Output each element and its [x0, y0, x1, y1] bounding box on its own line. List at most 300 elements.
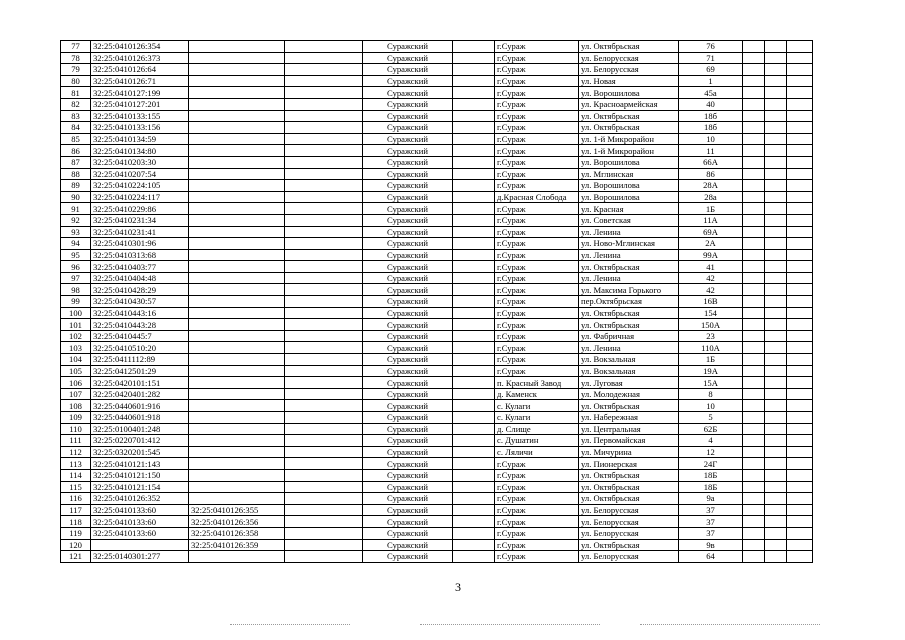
- table-cell: г.Сураж: [495, 481, 579, 493]
- table-cell: [453, 145, 495, 157]
- table-cell: [743, 226, 765, 238]
- table-cell: г.Сураж: [495, 75, 579, 87]
- table-cell: [765, 87, 787, 99]
- table-cell: [285, 342, 363, 354]
- table-cell: [285, 238, 363, 250]
- table-cell: [285, 52, 363, 64]
- table-cell: ул. Октябрьская: [579, 261, 679, 273]
- table-row: [61, 330, 813, 342]
- table-cell: [787, 133, 813, 145]
- table-cell: [285, 98, 363, 110]
- table-cell: [765, 365, 787, 377]
- table-cell: [453, 539, 495, 551]
- table-body: [61, 41, 813, 563]
- table-cell: ул. 1-й Микрорайон: [579, 145, 679, 157]
- table-row: [61, 458, 813, 470]
- table-cell: 110А: [679, 342, 743, 354]
- table-cell: [285, 539, 363, 551]
- table-cell: ул. Октябрьская: [579, 481, 679, 493]
- table-cell: [189, 98, 285, 110]
- table-row: [61, 319, 813, 331]
- table-cell: Суражский: [363, 504, 453, 516]
- table-cell: Суражский: [363, 156, 453, 168]
- table-cell: г.Сураж: [495, 110, 579, 122]
- table-cell: 64: [679, 551, 743, 563]
- table-cell: ул. Ленина: [579, 272, 679, 284]
- table-row: [61, 226, 813, 238]
- table-cell: 107: [61, 388, 91, 400]
- table-cell: 84: [61, 122, 91, 134]
- table-cell: 102: [61, 330, 91, 342]
- table-cell: [285, 75, 363, 87]
- table-cell: [453, 551, 495, 563]
- table-cell: с. Кулаги: [495, 412, 579, 424]
- scan-noise-line: [420, 624, 600, 626]
- table-cell: [189, 156, 285, 168]
- table-cell: [453, 330, 495, 342]
- table-cell: [765, 180, 787, 192]
- table-cell: [787, 330, 813, 342]
- table-cell: [189, 203, 285, 215]
- table-row: [61, 539, 813, 551]
- table-cell: г.Сураж: [495, 145, 579, 157]
- table-cell: г.Сураж: [495, 226, 579, 238]
- table-row: [61, 446, 813, 458]
- table-cell: г.Сураж: [495, 319, 579, 331]
- table-cell: [453, 516, 495, 528]
- table-cell: [743, 261, 765, 273]
- table-cell: [787, 122, 813, 134]
- table-cell: 42: [679, 284, 743, 296]
- table-cell: ул. Белорусская: [579, 516, 679, 528]
- table-cell: [765, 75, 787, 87]
- table-cell: [765, 446, 787, 458]
- table-cell: [765, 551, 787, 563]
- table-cell: 41: [679, 261, 743, 273]
- table-cell: [787, 41, 813, 53]
- table-cell: 32:25:0410127:199: [91, 87, 189, 99]
- table-cell: [743, 307, 765, 319]
- table-cell: г.Сураж: [495, 122, 579, 134]
- table-cell: 86: [679, 168, 743, 180]
- table-cell: ул. Красноармейская: [579, 98, 679, 110]
- table-cell: [765, 133, 787, 145]
- table-cell: ул. Белорусская: [579, 551, 679, 563]
- table-cell: 32:25:0410134:80: [91, 145, 189, 157]
- table-cell: Суражский: [363, 435, 453, 447]
- table-cell: 32:25:0100401:248: [91, 423, 189, 435]
- table-cell: [765, 296, 787, 308]
- table-cell: ул. Октябрьская: [579, 319, 679, 331]
- table-cell: [189, 296, 285, 308]
- table-cell: [743, 388, 765, 400]
- table-cell: [787, 156, 813, 168]
- table-row: [61, 481, 813, 493]
- table-cell: [285, 122, 363, 134]
- table-cell: 91: [61, 203, 91, 215]
- table-cell: Суражский: [363, 191, 453, 203]
- table-cell: 94: [61, 238, 91, 250]
- table-cell: [765, 504, 787, 516]
- table-cell: 32:25:0410126:373: [91, 52, 189, 64]
- table-row: [61, 168, 813, 180]
- table-cell: г.Сураж: [495, 203, 579, 215]
- table-cell: [743, 551, 765, 563]
- table-cell: г.Сураж: [495, 52, 579, 64]
- table-cell: [787, 423, 813, 435]
- table-cell: [285, 354, 363, 366]
- table-cell: 90: [61, 191, 91, 203]
- table-cell: ул. Октябрьская: [579, 493, 679, 505]
- table-cell: [189, 330, 285, 342]
- table-cell: [787, 400, 813, 412]
- table-cell: 100: [61, 307, 91, 319]
- table-cell: 99: [61, 296, 91, 308]
- table-cell: [787, 319, 813, 331]
- table-cell: [787, 527, 813, 539]
- table-cell: 88: [61, 168, 91, 180]
- table-cell: [285, 446, 363, 458]
- table-cell: [453, 354, 495, 366]
- table-cell: [765, 168, 787, 180]
- table-cell: [189, 145, 285, 157]
- table-cell: ул. Октябрьская: [579, 400, 679, 412]
- table-cell: 8: [679, 388, 743, 400]
- table-cell: [787, 412, 813, 424]
- table-cell: [765, 156, 787, 168]
- table-cell: [743, 249, 765, 261]
- table-row: [61, 388, 813, 400]
- table-cell: г.Сураж: [495, 64, 579, 76]
- table-cell: [453, 191, 495, 203]
- table-cell: 32:25:0410443:16: [91, 307, 189, 319]
- table-cell: [453, 307, 495, 319]
- table-cell: Суражский: [363, 64, 453, 76]
- table-cell: Суражский: [363, 388, 453, 400]
- table-cell: [743, 145, 765, 157]
- table-cell: 32:25:0410121:143: [91, 458, 189, 470]
- table-cell: 1: [679, 75, 743, 87]
- table-cell: 32:25:0420401:282: [91, 388, 189, 400]
- table-cell: с. Кулаги: [495, 400, 579, 412]
- table-cell: [453, 296, 495, 308]
- table-cell: [743, 180, 765, 192]
- table-cell: г.Сураж: [495, 238, 579, 250]
- table-cell: [285, 180, 363, 192]
- table-cell: Суражский: [363, 423, 453, 435]
- table-cell: 32:25:0410126:71: [91, 75, 189, 87]
- table-row: [61, 156, 813, 168]
- table-cell: г.Сураж: [495, 168, 579, 180]
- table-cell: г.Сураж: [495, 458, 579, 470]
- table-cell: [765, 307, 787, 319]
- table-cell: 32:25:0320201:545: [91, 446, 189, 458]
- table-cell: 62Б: [679, 423, 743, 435]
- table-cell: 32:25:0140301:277: [91, 551, 189, 563]
- table-cell: [765, 388, 787, 400]
- table-cell: 108: [61, 400, 91, 412]
- table-cell: [765, 481, 787, 493]
- table-cell: 69А: [679, 226, 743, 238]
- table-cell: [189, 64, 285, 76]
- table-cell: [765, 516, 787, 528]
- table-cell: [285, 504, 363, 516]
- table-cell: [189, 551, 285, 563]
- table-cell: [765, 64, 787, 76]
- table-cell: [765, 342, 787, 354]
- table-cell: 113: [61, 458, 91, 470]
- table-cell: 32:25:0410203:30: [91, 156, 189, 168]
- table-cell: [787, 388, 813, 400]
- table-cell: [285, 435, 363, 447]
- table-cell: [91, 539, 189, 551]
- table-cell: [787, 446, 813, 458]
- table-cell: Суражский: [363, 377, 453, 389]
- table-row: [61, 75, 813, 87]
- table-cell: 105: [61, 365, 91, 377]
- table-cell: [765, 110, 787, 122]
- table-cell: г.Сураж: [495, 551, 579, 563]
- table-cell: [189, 423, 285, 435]
- table-cell: [765, 527, 787, 539]
- table-cell: 32:25:0410428:29: [91, 284, 189, 296]
- table-cell: 32:25:0410126:354: [91, 41, 189, 53]
- table-cell: 80: [61, 75, 91, 87]
- table-cell: г.Сураж: [495, 493, 579, 505]
- table-cell: [743, 319, 765, 331]
- table-cell: 37: [679, 516, 743, 528]
- table-cell: [765, 412, 787, 424]
- table-cell: [189, 388, 285, 400]
- table-cell: 109: [61, 412, 91, 424]
- table-cell: Суражский: [363, 180, 453, 192]
- table-cell: г.Сураж: [495, 330, 579, 342]
- table-cell: [285, 469, 363, 481]
- table-cell: 32:25:0410134:59: [91, 133, 189, 145]
- table-cell: [787, 493, 813, 505]
- table-cell: [453, 168, 495, 180]
- table-cell: [743, 98, 765, 110]
- table-cell: [453, 203, 495, 215]
- table-cell: 86: [61, 145, 91, 157]
- table-cell: [787, 272, 813, 284]
- table-cell: 32:25:0440601:918: [91, 412, 189, 424]
- table-cell: 32:25:0411112:89: [91, 354, 189, 366]
- table-cell: ул. Мглинская: [579, 168, 679, 180]
- table-row: [61, 64, 813, 76]
- table-cell: [453, 52, 495, 64]
- table-cell: 78: [61, 52, 91, 64]
- table-cell: ул. Октябрьская: [579, 122, 679, 134]
- table-cell: [743, 516, 765, 528]
- table-cell: 76: [679, 41, 743, 53]
- table-cell: 77: [61, 41, 91, 53]
- table-cell: [765, 423, 787, 435]
- table-cell: [765, 469, 787, 481]
- table-cell: ул. 1-й Микрорайон: [579, 133, 679, 145]
- table-cell: [765, 249, 787, 261]
- table-cell: [743, 191, 765, 203]
- table-cell: [787, 145, 813, 157]
- table-cell: 154: [679, 307, 743, 319]
- table-cell: [787, 226, 813, 238]
- table-cell: ул. Мичурина: [579, 446, 679, 458]
- table-cell: 28а: [679, 191, 743, 203]
- table-cell: ул. Набережная: [579, 412, 679, 424]
- table-cell: [787, 168, 813, 180]
- table-cell: ул. Ворошилова: [579, 156, 679, 168]
- table-cell: [285, 87, 363, 99]
- table-cell: [453, 41, 495, 53]
- table-cell: Суражский: [363, 469, 453, 481]
- table-row: [61, 527, 813, 539]
- table-cell: [453, 272, 495, 284]
- table-cell: 18Б: [679, 481, 743, 493]
- table-cell: 32:25:0410510:20: [91, 342, 189, 354]
- table-cell: [453, 156, 495, 168]
- table-cell: Суражский: [363, 319, 453, 331]
- table-row: [61, 400, 813, 412]
- table-cell: [453, 493, 495, 505]
- table-cell: 5: [679, 412, 743, 424]
- table-cell: Суражский: [363, 551, 453, 563]
- table-cell: [189, 446, 285, 458]
- table-cell: [189, 412, 285, 424]
- table-cell: Суражский: [363, 98, 453, 110]
- table-cell: [453, 504, 495, 516]
- table-cell: г.Сураж: [495, 504, 579, 516]
- table-cell: [787, 98, 813, 110]
- table-cell: [743, 52, 765, 64]
- table-row: [61, 203, 813, 215]
- table-cell: [189, 87, 285, 99]
- table-row: [61, 133, 813, 145]
- table-row: [61, 261, 813, 273]
- table-cell: [453, 122, 495, 134]
- table-cell: г.Сураж: [495, 284, 579, 296]
- table-cell: [189, 377, 285, 389]
- table-cell: Суражский: [363, 481, 453, 493]
- table-cell: 79: [61, 64, 91, 76]
- table-cell: 121: [61, 551, 91, 563]
- table-cell: Суражский: [363, 133, 453, 145]
- table-cell: [765, 493, 787, 505]
- table-cell: [189, 226, 285, 238]
- table-cell: [453, 261, 495, 273]
- table-cell: 28А: [679, 180, 743, 192]
- table-cell: [285, 168, 363, 180]
- table-cell: 110: [61, 423, 91, 435]
- table-cell: [189, 365, 285, 377]
- table-cell: г.Сураж: [495, 214, 579, 226]
- table-cell: [453, 412, 495, 424]
- table-cell: г.Сураж: [495, 133, 579, 145]
- table-cell: [765, 191, 787, 203]
- table-row: [61, 493, 813, 505]
- table-row: [61, 249, 813, 261]
- table-cell: [765, 226, 787, 238]
- table-cell: 82: [61, 98, 91, 110]
- table-cell: ул. Октябрьская: [579, 307, 679, 319]
- table-cell: [743, 133, 765, 145]
- table-cell: [743, 412, 765, 424]
- table-cell: [285, 145, 363, 157]
- table-cell: 103: [61, 342, 91, 354]
- table-cell: 40: [679, 98, 743, 110]
- table-cell: ул. Ленина: [579, 226, 679, 238]
- table-cell: [743, 168, 765, 180]
- table-cell: Суражский: [363, 354, 453, 366]
- table-cell: ул. Новая: [579, 75, 679, 87]
- table-cell: [765, 539, 787, 551]
- table-cell: ул. Максима Горького: [579, 284, 679, 296]
- table-cell: [285, 400, 363, 412]
- table-cell: [765, 377, 787, 389]
- table-cell: [189, 284, 285, 296]
- table-cell: 32:25:0410404:48: [91, 272, 189, 284]
- table-cell: [743, 330, 765, 342]
- table-cell: 9в: [679, 539, 743, 551]
- table-cell: [765, 122, 787, 134]
- table-cell: [743, 64, 765, 76]
- table-cell: 32:25:0410133:60: [91, 527, 189, 539]
- table-cell: [787, 284, 813, 296]
- table-cell: [743, 272, 765, 284]
- table-cell: 18Б: [679, 469, 743, 481]
- table-cell: [189, 238, 285, 250]
- table-cell: [765, 261, 787, 273]
- table-cell: [787, 435, 813, 447]
- table-cell: [285, 551, 363, 563]
- table-cell: ул. Советская: [579, 214, 679, 226]
- table-cell: 32:25:0410133:156: [91, 122, 189, 134]
- table-cell: [285, 458, 363, 470]
- table-cell: Суражский: [363, 145, 453, 157]
- table-cell: [285, 272, 363, 284]
- table-cell: [453, 64, 495, 76]
- table-cell: 93: [61, 226, 91, 238]
- table-cell: [189, 272, 285, 284]
- table-cell: [743, 203, 765, 215]
- table-cell: ул. Ворошилова: [579, 87, 679, 99]
- table-cell: с. Ляличи: [495, 446, 579, 458]
- table-cell: [743, 41, 765, 53]
- table-cell: [189, 319, 285, 331]
- table-cell: [453, 342, 495, 354]
- table-cell: 32:25:0410126:352: [91, 493, 189, 505]
- table-cell: 9а: [679, 493, 743, 505]
- table-cell: [285, 516, 363, 528]
- table-cell: ул. Октябрьская: [579, 539, 679, 551]
- table-cell: 32:25:0410133:155: [91, 110, 189, 122]
- table-cell: [285, 214, 363, 226]
- table-cell: [743, 284, 765, 296]
- table-cell: [787, 551, 813, 563]
- scan-noise-line: [640, 624, 820, 626]
- table-cell: [189, 481, 285, 493]
- table-cell: г.Сураж: [495, 539, 579, 551]
- table-cell: Суражский: [363, 203, 453, 215]
- table-cell: [285, 365, 363, 377]
- table-row: [61, 365, 813, 377]
- table-cell: [189, 458, 285, 470]
- table-cell: ул. Ленина: [579, 249, 679, 261]
- table-cell: 106: [61, 377, 91, 389]
- table-cell: 12: [679, 446, 743, 458]
- table-cell: [787, 296, 813, 308]
- table-cell: Суражский: [363, 446, 453, 458]
- table-cell: Суражский: [363, 516, 453, 528]
